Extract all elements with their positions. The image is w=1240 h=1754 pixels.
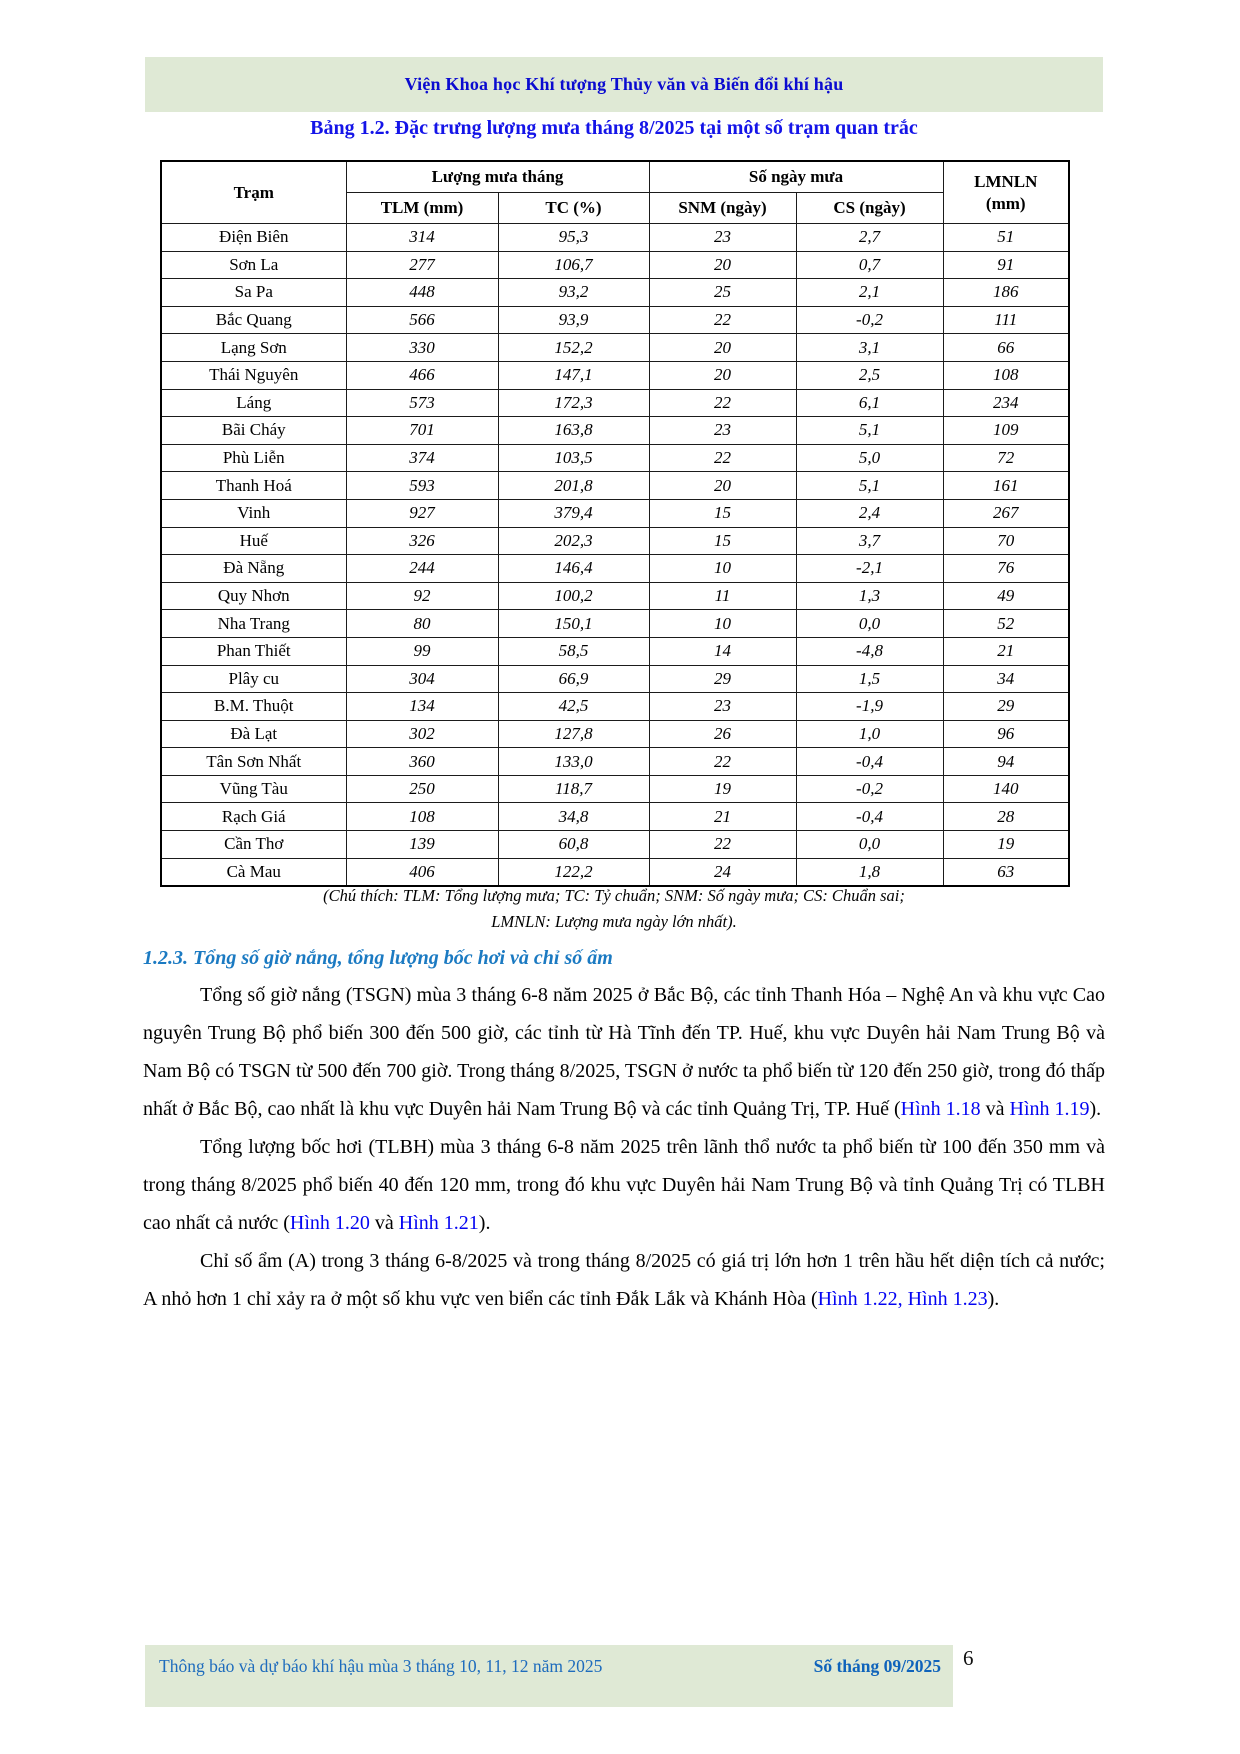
table-row (161, 334, 1069, 362)
page-number: 6 (963, 1646, 974, 1670)
footer-band (145, 1645, 953, 1707)
table-footnote-line1: (Chú thích: TLM: Tổng lượng mưa; TC: Tỷ chuẩn; SNM: Số ngày mưa; CS: Chuẩn sai; (323, 886, 905, 905)
value-cell: 122,2 (498, 858, 649, 886)
station-name-cell: Tân Sơn Nhất (161, 748, 346, 776)
value-cell: 42,5 (498, 693, 649, 721)
table-row (161, 555, 1069, 583)
value-cell: 23 (649, 693, 796, 721)
value-cell: 314 (346, 224, 498, 252)
value-cell: 76 (943, 555, 1069, 583)
table-caption: Bảng 1.2. Đặc trưng lượng mưa tháng 8/2025 tại một số trạm quan trắc (310, 117, 918, 139)
value-cell: 49 (943, 582, 1069, 610)
value-cell: 26 (649, 720, 796, 748)
value-cell: -0,2 (796, 306, 943, 334)
col-header-lmnln-line2: (mm) (985, 193, 1026, 213)
value-cell: 0,0 (796, 831, 943, 859)
value-cell: -4,8 (796, 637, 943, 665)
figure-link[interactable]: Hình 1.20 (289, 1212, 370, 1234)
station-name-cell: Điện Biên (161, 224, 346, 252)
value-cell: 99 (346, 637, 498, 665)
table-row (161, 610, 1069, 638)
value-cell: 304 (346, 665, 498, 693)
value-cell: 15 (649, 499, 796, 527)
value-cell: 1,0 (796, 720, 943, 748)
station-name-cell: Rạch Giá (161, 803, 346, 831)
value-cell: 63 (943, 858, 1069, 886)
value-cell: 80 (346, 610, 498, 638)
value-cell: 66 (943, 334, 1069, 362)
value-cell: 111 (943, 306, 1069, 334)
value-cell: 466 (346, 361, 498, 389)
value-cell: 186 (943, 279, 1069, 307)
table-row (161, 637, 1069, 665)
value-cell: 1,8 (796, 858, 943, 886)
value-cell: 573 (346, 389, 498, 417)
value-cell: 10 (649, 610, 796, 638)
value-cell: 150,1 (498, 610, 649, 638)
value-cell: 10 (649, 555, 796, 583)
value-cell: 244 (346, 555, 498, 583)
value-cell: 100,2 (498, 582, 649, 610)
table-footnote-line2: LMNLN: Lượng mưa ngày lớn nhất). (491, 912, 737, 932)
value-cell: 406 (346, 858, 498, 886)
value-cell: 58,5 (498, 637, 649, 665)
value-cell: 2,1 (796, 279, 943, 307)
col-header-snm: SNM (ngày) (649, 193, 796, 224)
station-name-cell: B.M. Thuột (161, 693, 346, 721)
value-cell: 3,7 (796, 527, 943, 555)
station-name-cell: Vũng Tàu (161, 775, 346, 803)
value-cell: 5,1 (796, 417, 943, 445)
col-header-tc: TC (%) (498, 193, 649, 224)
station-name-cell: Bãi Cháy (161, 417, 346, 445)
value-cell: 22 (649, 748, 796, 776)
value-cell: 1,5 (796, 665, 943, 693)
table-row (161, 417, 1069, 445)
table-body (161, 224, 1069, 887)
body-paragraph (143, 1242, 1105, 1318)
value-cell: 20 (649, 472, 796, 500)
figure-link[interactable]: Hình 1.22, Hình 1.23 (817, 1288, 988, 1310)
table-row (161, 775, 1069, 803)
value-cell: 302 (346, 720, 498, 748)
value-cell: 277 (346, 251, 498, 279)
value-cell: 360 (346, 748, 498, 776)
value-cell: 21 (943, 637, 1069, 665)
value-cell: 92 (346, 582, 498, 610)
body-text (143, 976, 1105, 1318)
value-cell: 72 (943, 444, 1069, 472)
table-row (161, 389, 1069, 417)
paragraph-text: ). (478, 1212, 491, 1234)
value-cell: 23 (649, 224, 796, 252)
station-name-cell: Vinh (161, 499, 346, 527)
value-cell: 22 (649, 306, 796, 334)
value-cell: 927 (346, 499, 498, 527)
value-cell: 593 (346, 472, 498, 500)
table-row (161, 527, 1069, 555)
table-row (161, 803, 1069, 831)
value-cell: 93,2 (498, 279, 649, 307)
paragraph-text: ). (987, 1288, 1000, 1310)
paragraph-text: ). (1089, 1098, 1102, 1120)
station-name-cell: Cần Thơ (161, 831, 346, 859)
station-name-cell: Nha Trang (161, 610, 346, 638)
value-cell: 96 (943, 720, 1069, 748)
paragraph-text: Chỉ số ẩm (A) trong 3 tháng 6-8/2025 và trong tháng 8/2025 có giá trị lớn hơn 1 trên hầu hết diện tích cả nước; A nhỏ hơn 1 chỉ xảy ra ở một số khu vực ven biển các tỉnh Đắk Lắk và Khánh Hòa ( (143, 1250, 1105, 1310)
value-cell: 15 (649, 527, 796, 555)
value-cell: 202,3 (498, 527, 649, 555)
value-cell: 108 (346, 803, 498, 831)
value-cell: 93,9 (498, 306, 649, 334)
value-cell: 24 (649, 858, 796, 886)
value-cell: 22 (649, 831, 796, 859)
value-cell: 127,8 (498, 720, 649, 748)
station-name-cell: Huế (161, 527, 346, 555)
value-cell: 134 (346, 693, 498, 721)
value-cell: 147,1 (498, 361, 649, 389)
value-cell: 22 (649, 389, 796, 417)
value-cell: 118,7 (498, 775, 649, 803)
col-header-lmnln-line1: LMNLN (974, 172, 1038, 192)
value-cell: 152,2 (498, 334, 649, 362)
body-paragraph (143, 1128, 1105, 1242)
value-cell: 20 (649, 334, 796, 362)
table-row (161, 361, 1069, 389)
table-row (161, 224, 1069, 252)
value-cell: 146,4 (498, 555, 649, 583)
value-cell: 25 (649, 279, 796, 307)
table-row (161, 472, 1069, 500)
value-cell: 250 (346, 775, 498, 803)
header-band (145, 57, 1103, 112)
value-cell: -2,1 (796, 555, 943, 583)
value-cell: 163,8 (498, 417, 649, 445)
value-cell: -0,2 (796, 775, 943, 803)
station-name-cell: Plây cu (161, 665, 346, 693)
value-cell: 103,5 (498, 444, 649, 472)
table-row (161, 279, 1069, 307)
value-cell: 267 (943, 499, 1069, 527)
station-name-cell: Đà Lạt (161, 720, 346, 748)
station-name-cell: Thái Nguyên (161, 361, 346, 389)
col-header-cs: CS (ngày) (796, 193, 943, 224)
value-cell: 140 (943, 775, 1069, 803)
station-name-cell: Quy Nhơn (161, 582, 346, 610)
institute-title: Viện Khoa học Khí tượng Thủy văn và Biến đổi khí hậu (404, 74, 844, 94)
value-cell: 566 (346, 306, 498, 334)
paragraph-text: và (369, 1212, 399, 1234)
figure-link[interactable]: Hình 1.21 (398, 1212, 479, 1234)
section-heading: 1.2.3. Tổng số giờ nắng, tổng lượng bốc hơi và chỉ số ẩm (143, 947, 613, 969)
paragraph-text: và (980, 1098, 1010, 1120)
col-header-lmnln (943, 161, 1069, 224)
value-cell: 326 (346, 527, 498, 555)
station-name-cell: Phan Thiết (161, 637, 346, 665)
station-name-cell: Bắc Quang (161, 306, 346, 334)
col-header-station: Trạm (161, 161, 346, 224)
footer-report-title: Thông báo và dự báo khí hậu mùa 3 tháng 10, 11, 12 năm 2025 (159, 1656, 603, 1676)
value-cell: 20 (649, 251, 796, 279)
value-cell: 11 (649, 582, 796, 610)
value-cell: 330 (346, 334, 498, 362)
value-cell: 19 (649, 775, 796, 803)
value-cell: 1,3 (796, 582, 943, 610)
value-cell: 379,4 (498, 499, 649, 527)
value-cell: 0,0 (796, 610, 943, 638)
table-row (161, 582, 1069, 610)
value-cell: 60,8 (498, 831, 649, 859)
value-cell: 106,7 (498, 251, 649, 279)
footer-issue-number: Số tháng 09/2025 (813, 1656, 941, 1676)
value-cell: 234 (943, 389, 1069, 417)
table-row (161, 693, 1069, 721)
table-row (161, 720, 1069, 748)
table-row (161, 499, 1069, 527)
value-cell: 66,9 (498, 665, 649, 693)
value-cell: 139 (346, 831, 498, 859)
value-cell: 29 (943, 693, 1069, 721)
table-footnote (160, 883, 1068, 936)
table-row (161, 306, 1069, 334)
value-cell: 5,1 (796, 472, 943, 500)
value-cell: 701 (346, 417, 498, 445)
value-cell: 161 (943, 472, 1069, 500)
body-paragraph (143, 976, 1105, 1128)
station-name-cell: Thanh Hoá (161, 472, 346, 500)
value-cell: 133,0 (498, 748, 649, 776)
table-row (161, 251, 1069, 279)
value-cell: 34 (943, 665, 1069, 693)
value-cell: 2,5 (796, 361, 943, 389)
value-cell: 6,1 (796, 389, 943, 417)
value-cell: 5,0 (796, 444, 943, 472)
rainfall-table (160, 160, 1070, 887)
value-cell: 91 (943, 251, 1069, 279)
value-cell: 52 (943, 610, 1069, 638)
value-cell: 448 (346, 279, 498, 307)
value-cell: 51 (943, 224, 1069, 252)
station-name-cell: Cà Mau (161, 858, 346, 886)
value-cell: -1,9 (796, 693, 943, 721)
value-cell: 95,3 (498, 224, 649, 252)
figure-link[interactable]: Hình 1.18 (900, 1098, 981, 1120)
station-name-cell: Lạng Sơn (161, 334, 346, 362)
value-cell: 201,8 (498, 472, 649, 500)
value-cell: 21 (649, 803, 796, 831)
value-cell: 14 (649, 637, 796, 665)
station-name-cell: Đà Nẵng (161, 555, 346, 583)
value-cell: 108 (943, 361, 1069, 389)
value-cell: 34,8 (498, 803, 649, 831)
col-group-rain-days: Số ngày mưa (649, 161, 943, 193)
value-cell: 109 (943, 417, 1069, 445)
station-name-cell: Láng (161, 389, 346, 417)
value-cell: 20 (649, 361, 796, 389)
value-cell: 374 (346, 444, 498, 472)
value-cell: 0,7 (796, 251, 943, 279)
value-cell: 3,1 (796, 334, 943, 362)
value-cell: 22 (649, 444, 796, 472)
value-cell: 172,3 (498, 389, 649, 417)
table-header (161, 161, 1069, 224)
value-cell: 19 (943, 831, 1069, 859)
station-name-cell: Sơn La (161, 251, 346, 279)
value-cell: 29 (649, 665, 796, 693)
value-cell: 94 (943, 748, 1069, 776)
paragraph-text: Tổng lượng bốc hơi (TLBH) mùa 3 tháng 6-8 năm 2025 trên lãnh thổ nước ta phổ biến từ 100 đến 350 mm và trong tháng 8/2025 phổ biến 40 đến 120 mm, trong đó khu vực Duyên hải Nam Trung Bộ và tỉnh Quảng Trị có TLBH cao nhất cả nước ( (143, 1136, 1105, 1234)
table-row (161, 444, 1069, 472)
paragraph-text: Tổng số giờ nắng (TSGN) mùa 3 tháng 6-8 năm 2025 ở Bắc Bộ, các tỉnh Thanh Hóa – Nghệ An và khu vực Cao nguyên Trung Bộ phổ biến 300 đến 500 giờ, các tỉnh từ Hà Tĩnh đến TP. Huế, khu vực Duyên hải Nam Trung Bộ và Nam Bộ có TSGN từ 500 đến 700 giờ. Trong tháng 8/2025, TSGN ở nước ta phổ biến từ 120 đến 250 giờ, trong đó thấp nhất ở Bắc Bộ, cao nhất là khu vực Duyên hải Nam Trung Bộ và các tỉnh Quảng Trị, TP. Huế ( (143, 984, 1105, 1120)
value-cell: 23 (649, 417, 796, 445)
value-cell: 28 (943, 803, 1069, 831)
value-cell: 2,4 (796, 499, 943, 527)
value-cell: 2,7 (796, 224, 943, 252)
table-row (161, 665, 1069, 693)
table-row (161, 748, 1069, 776)
figure-link[interactable]: Hình 1.19 (1009, 1098, 1090, 1120)
table-row (161, 831, 1069, 859)
station-name-cell: Phù Liễn (161, 444, 346, 472)
col-header-tlm: TLM (mm) (346, 193, 498, 224)
station-name-cell: Sa Pa (161, 279, 346, 307)
col-group-monthly-rain: Lượng mưa tháng (346, 161, 649, 193)
value-cell: 70 (943, 527, 1069, 555)
value-cell: -0,4 (796, 803, 943, 831)
value-cell: -0,4 (796, 748, 943, 776)
